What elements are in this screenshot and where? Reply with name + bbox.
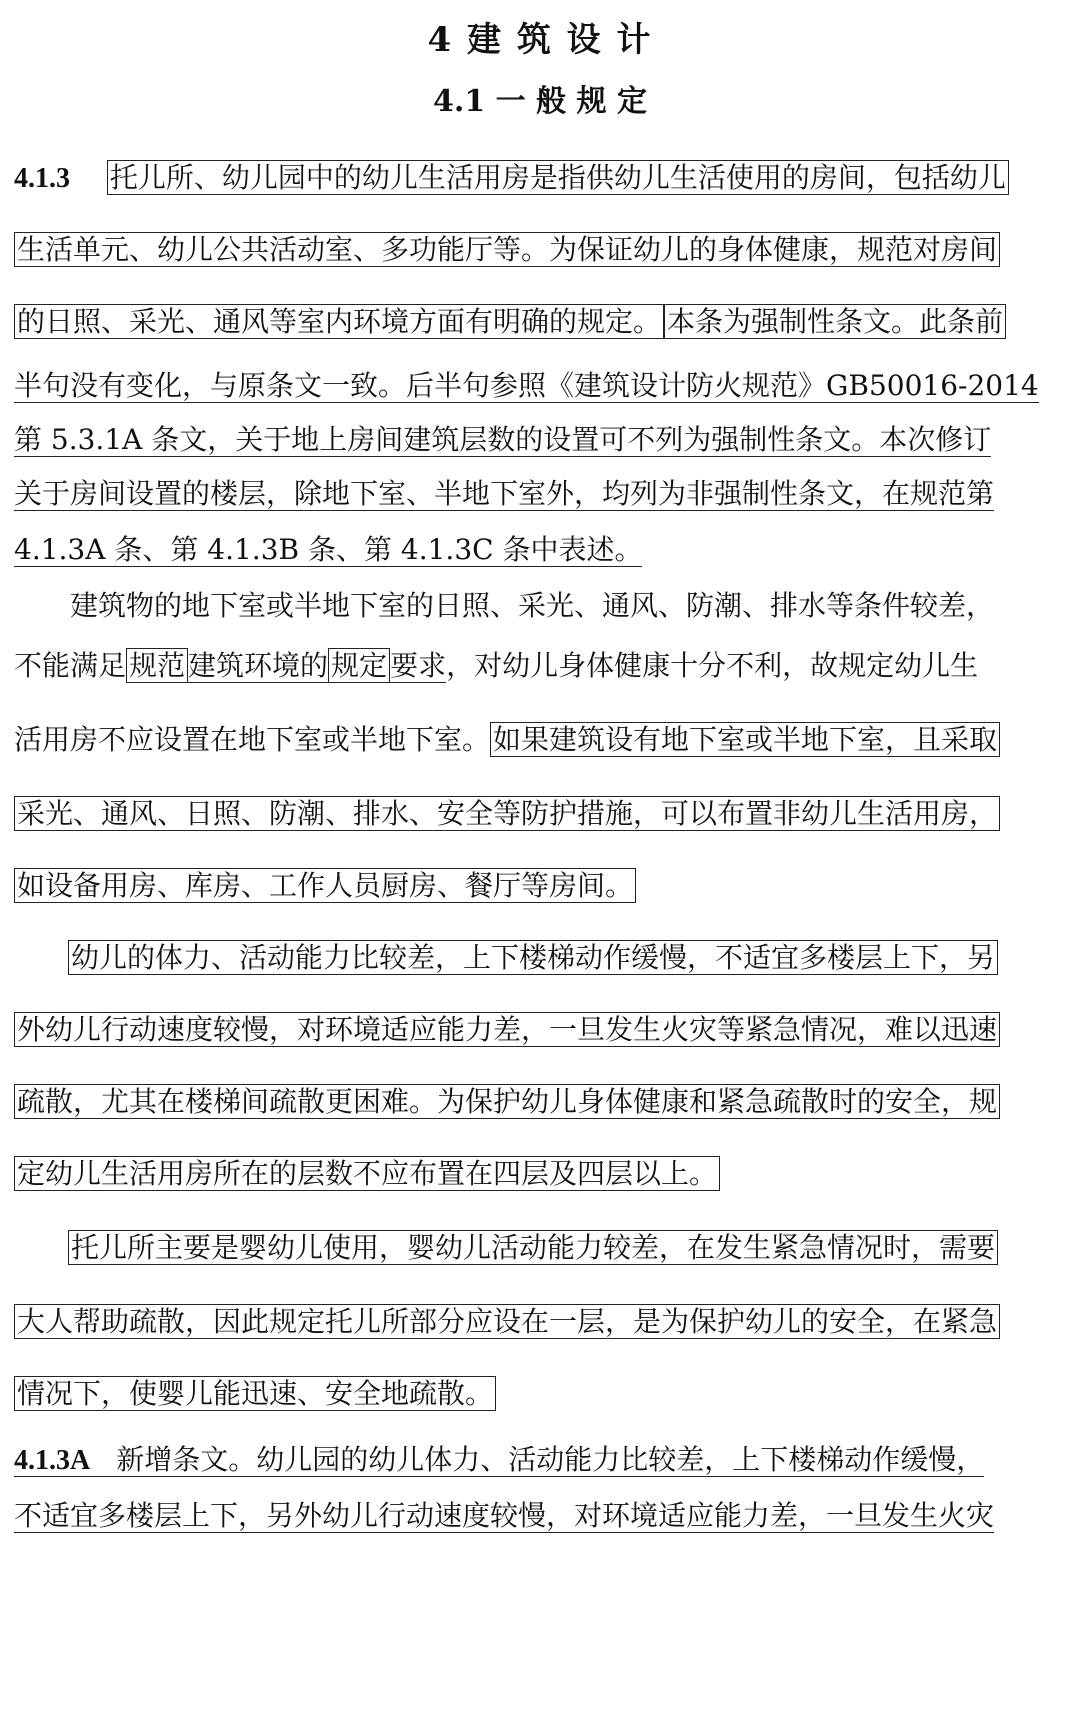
section-title: 4.1 一 般 规 定	[433, 84, 647, 119]
clause-413A-line-1	[14, 1440, 1066, 1481]
boxed-text: 托儿所主要是婴幼儿使用，婴幼儿活动能力较差，在发生紧急情况时，需要	[68, 1230, 998, 1265]
underlined-text: 4.1.3A 条、第 4.1.3B 条、第 4.1.3C 条中表述。	[14, 533, 643, 566]
boxed-text: 托儿所、幼儿园中的幼儿生活用房是指供幼儿生活使用的房间，包括幼儿	[107, 160, 1009, 195]
clause-number: 4.1.3	[14, 163, 70, 194]
stairs-line-4	[14, 1154, 1066, 1194]
basement-line-1	[14, 586, 1066, 626]
basement-line-2	[14, 646, 1066, 686]
boxed-text: 幼儿的体力、活动能力比较差，上下楼梯动作缓慢，不适宜多楼层上下，另	[68, 940, 998, 975]
paragraph-text: ，对幼儿身体健康十分不利，故规定幼儿生	[446, 649, 979, 682]
paragraph-text: 不能满足	[14, 649, 127, 682]
clause-413-line-2	[14, 230, 1066, 270]
clause-413-line-6	[14, 474, 1066, 514]
boxed-text: 本条为强制性条文。此条前	[664, 304, 1006, 339]
boxed-text: 如设备用房、库房、工作人员厨房、餐厅等房间。	[14, 868, 636, 903]
basement-line-4	[14, 794, 1066, 834]
underlined-text: 要求	[390, 649, 447, 682]
stairs-line-3	[14, 1082, 1066, 1122]
nursery-line-3	[14, 1374, 1066, 1414]
underlined-text: 建筑环境的	[188, 649, 329, 682]
boxed-text: 定幼儿生活用房所在的层数不应布置在四层及四层以上。	[14, 1156, 720, 1191]
boxed-text: 生活单元、幼儿公共活动室、多功能厅等。为保证幼儿的身体健康，规范对房间	[14, 232, 1000, 267]
basement-line-3	[14, 720, 1066, 760]
boxed-text: 采光、通风、日照、防潮、排水、安全等防护措施，可以布置非幼儿生活用房，	[14, 796, 1000, 831]
clause-number: 4.1.3A	[14, 1445, 91, 1476]
underlined-text: 不适宜多楼层上下，另外幼儿行动速度较慢，对环境适应能力差，一旦发生火灾	[14, 1499, 995, 1532]
clause-413-line-3	[14, 302, 1066, 342]
clause-text: 新增条文。幼儿园的幼儿体力、活动能力比较差，上下楼梯动作缓慢，	[116, 1443, 985, 1476]
underlined-text: 第 5.3.1A 条文，关于地上房间建筑层数的设置可不列为强制性条文。本次修订	[14, 423, 992, 456]
boxed-text: 如果建筑设有地下室或半地下室，且采取	[490, 722, 1000, 757]
chapter-title: 4 建 筑 设 计	[427, 20, 653, 60]
clause-413-line-4	[14, 366, 1066, 406]
paragraph-text: 建筑物的地下室或半地下室的日照、采光、通风、防潮、排水等条件较差，	[70, 589, 995, 622]
boxed-text: 疏散，尤其在楼梯间疏散更困难。为保护幼儿身体健康和紧急疏散时的安全，规	[14, 1084, 1000, 1119]
boxed-text: 大人帮助疏散，因此规定托儿所部分应设在一层，是为保护幼儿的安全，在紧急	[14, 1304, 1000, 1339]
clause-413-line-7	[14, 530, 1066, 570]
nursery-line-1	[14, 1228, 1066, 1268]
stairs-line-1	[14, 938, 1066, 978]
boxed-text: 的日照、采光、通风等室内环境方面有明确的规定。	[14, 304, 664, 339]
paragraph-text: 活用房不应设置在地下室或半地下室。	[14, 723, 491, 756]
stairs-line-2	[14, 1010, 1066, 1050]
boxed-text: 情况下，使婴儿能迅速、安全地疏散。	[14, 1376, 496, 1411]
underlined-text: 半句没有变化，与原条文一致。后半句参照《建筑设计防火规范》GB50016-2014	[14, 369, 1039, 402]
underlined-text	[14, 1443, 984, 1477]
boxed-word: 规范	[126, 648, 188, 683]
clause-413A-line-2	[14, 1496, 1066, 1536]
clause-413-line-5	[14, 420, 1066, 460]
basement-line-5	[14, 866, 1066, 906]
nursery-line-2	[14, 1302, 1066, 1342]
boxed-word: 规定	[328, 648, 390, 683]
underlined-text: 关于房间设置的楼层，除地下室、半地下室外，均列为非强制性条文，在规范第	[14, 477, 995, 510]
boxed-text: 外幼儿行动速度较慢，对环境适应能力差，一旦发生火灾等紧急情况，难以迅速	[14, 1012, 1000, 1047]
clause-413-line-1	[14, 158, 1066, 199]
